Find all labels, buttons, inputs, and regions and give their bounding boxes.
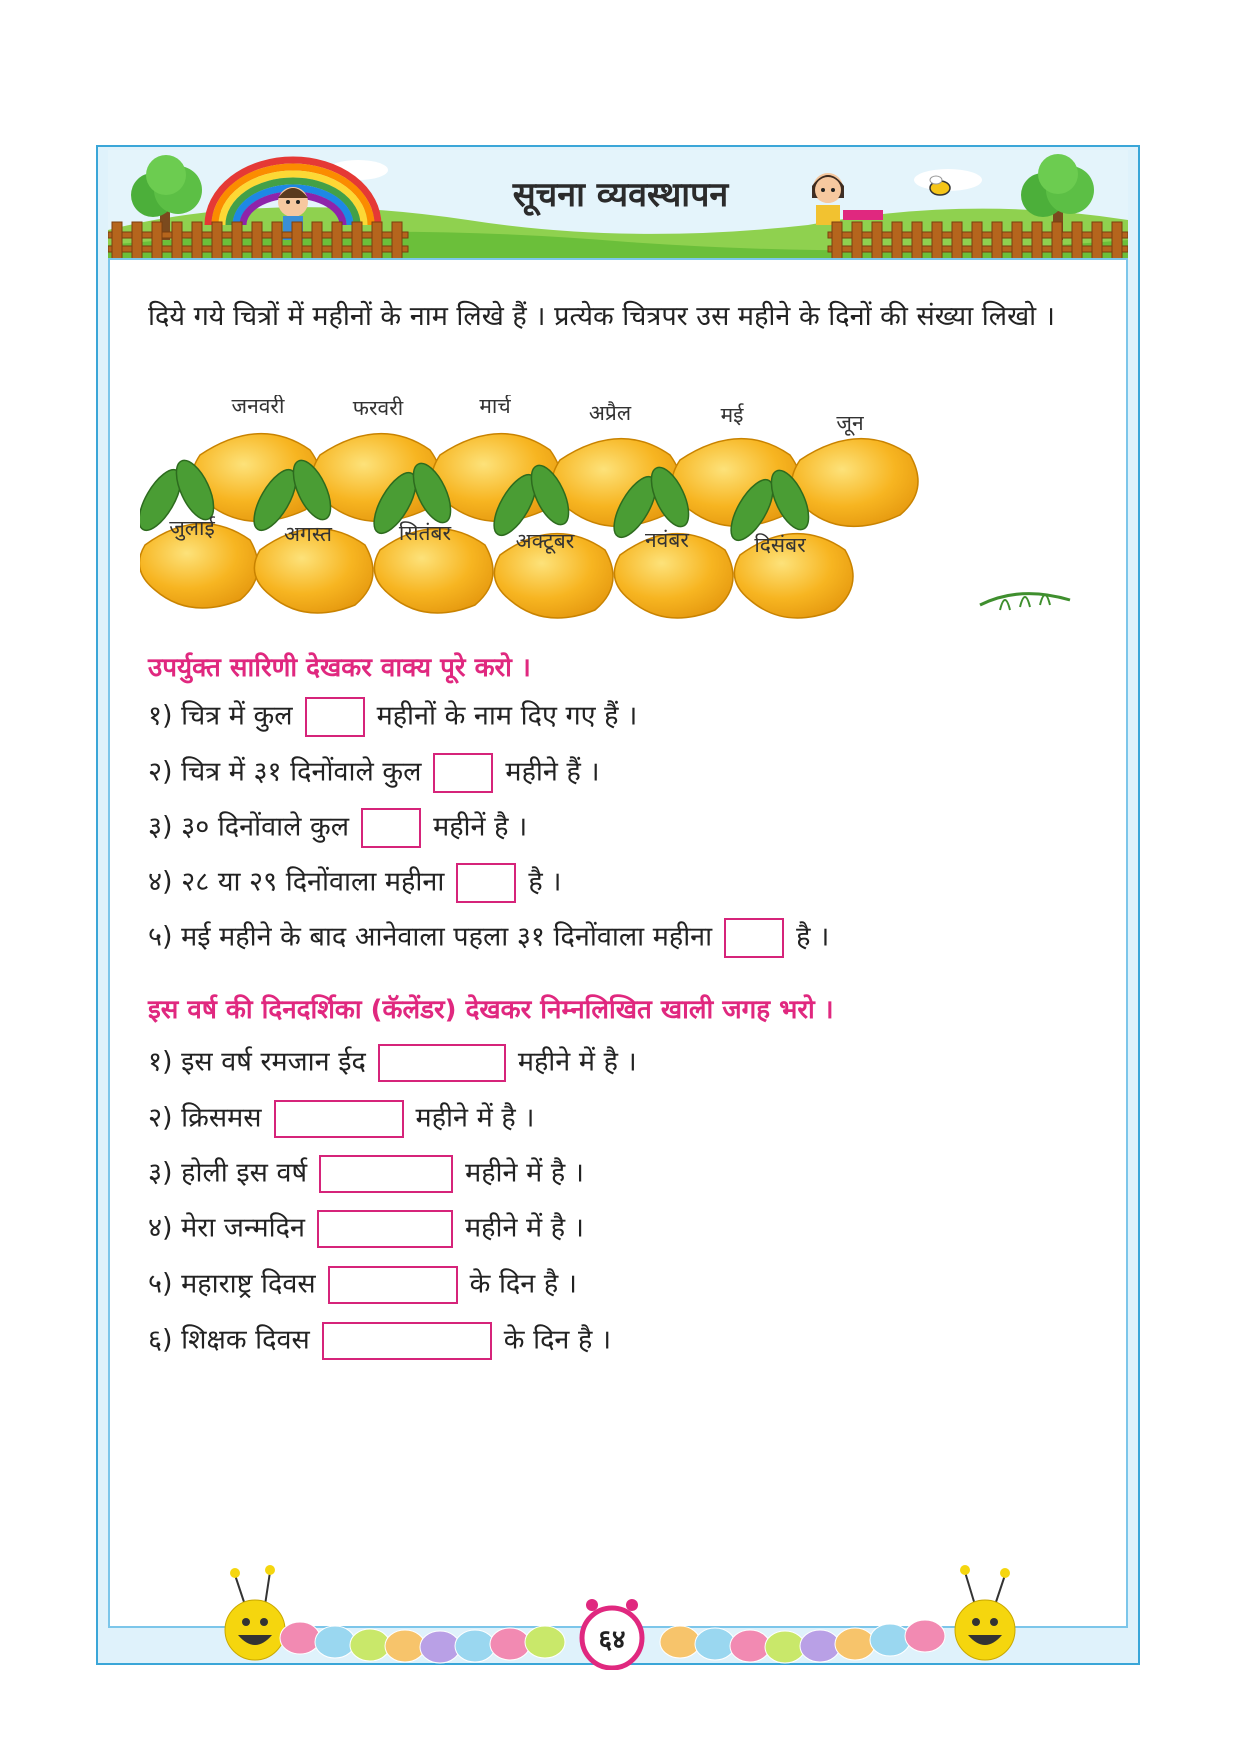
mango-august [254,522,373,613]
mango-december [734,533,853,618]
answer-field[interactable] [328,1266,458,1304]
calendar-item-4: ४) मेरा जन्मदिन महीने में है । [148,1206,584,1250]
fill-item-5: ५) मई महीने के बाद आनेवाला पहला ३१ दिनोंवाला महीना है । [148,915,829,959]
fill-item-1: १) चित्र में कुल महीनों के नाम दिए गए हैं । [148,694,637,738]
answer-box[interactable] [724,918,784,958]
mango-september [374,521,493,613]
section2-heading: इस वर्ष की दिनदर्शिका (कॅलेंडर) देखकर निम्नलिखित खाली जगह भरो । [148,995,834,1025]
month-label-7: अगस्त [283,522,333,546]
answer-box[interactable] [433,753,493,793]
answer-box[interactable] [361,808,421,848]
section1-heading: उपर्युक्त सारिणी देखकर वाक्य पूरे करो । [148,653,531,683]
calendar-item-5: ५) महाराष्ट्र दिवस के दिन है । [148,1262,577,1306]
answer-box[interactable] [305,697,365,737]
calendar-item-3: ३) होली इस वर्ष महीने में है । [148,1151,584,1195]
month-label-5: जून [836,411,864,435]
month-label-9: अक्टूबर [515,529,575,553]
answer-field[interactable] [322,1322,492,1360]
mango-october [494,529,613,618]
fill-item-4: ४) २८ या २९ दिनोंवाला महीना है । [148,860,562,904]
month-label-2: मार्च [479,395,511,418]
instruction-text: दिये गये चित्रों में महीनों के नाम लिखे हैं । प्रत्येक चित्रपर उस महीने के दिनों की संख्या लिखो । [148,301,1055,332]
footer-caterpillar [220,1560,1020,1670]
answer-field[interactable] [378,1044,506,1082]
answer-box[interactable] [456,863,516,903]
month-label-11: दिसंबर [754,533,806,557]
page-title: सूचना व्यवस्थापन [512,175,729,215]
page-number: ६४ [598,1625,626,1655]
calendar-item-6: ६) शिक्षक दिवस के दिन है । [148,1318,611,1362]
alarm-clock-icon [582,1599,642,1668]
month-label-8: सितंबर [398,521,452,545]
caterpillar-head-icon [225,1565,285,1660]
month-label-10: नवंबर [645,528,689,552]
month-label-1: फरवरी [352,396,404,420]
mango-june [792,411,918,526]
month-label-3: अप्रैल [588,401,632,425]
mango-november [614,528,733,618]
answer-field[interactable] [274,1100,404,1138]
fill-item-2: २) चित्र में ३१ दिनोंवाले कुल महीने हैं । [148,750,600,794]
answer-field[interactable] [317,1210,453,1248]
month-label-6: जुलाई [169,516,215,540]
mango-july [140,516,258,608]
fill-item-3: ३) ३० दिनोंवाले कुल महीनें है । [148,805,527,849]
calendar-item-2: २) क्रिसमस महीने में है । [148,1096,534,1140]
calendar-item-1: १) इस वर्ष रमजान ईद महीने में है । [148,1040,637,1084]
month-label-4: मई [720,403,744,427]
month-label-0: जनवरी [231,395,285,418]
answer-field[interactable] [319,1155,453,1193]
caterpillar-head-icon [955,1565,1015,1660]
